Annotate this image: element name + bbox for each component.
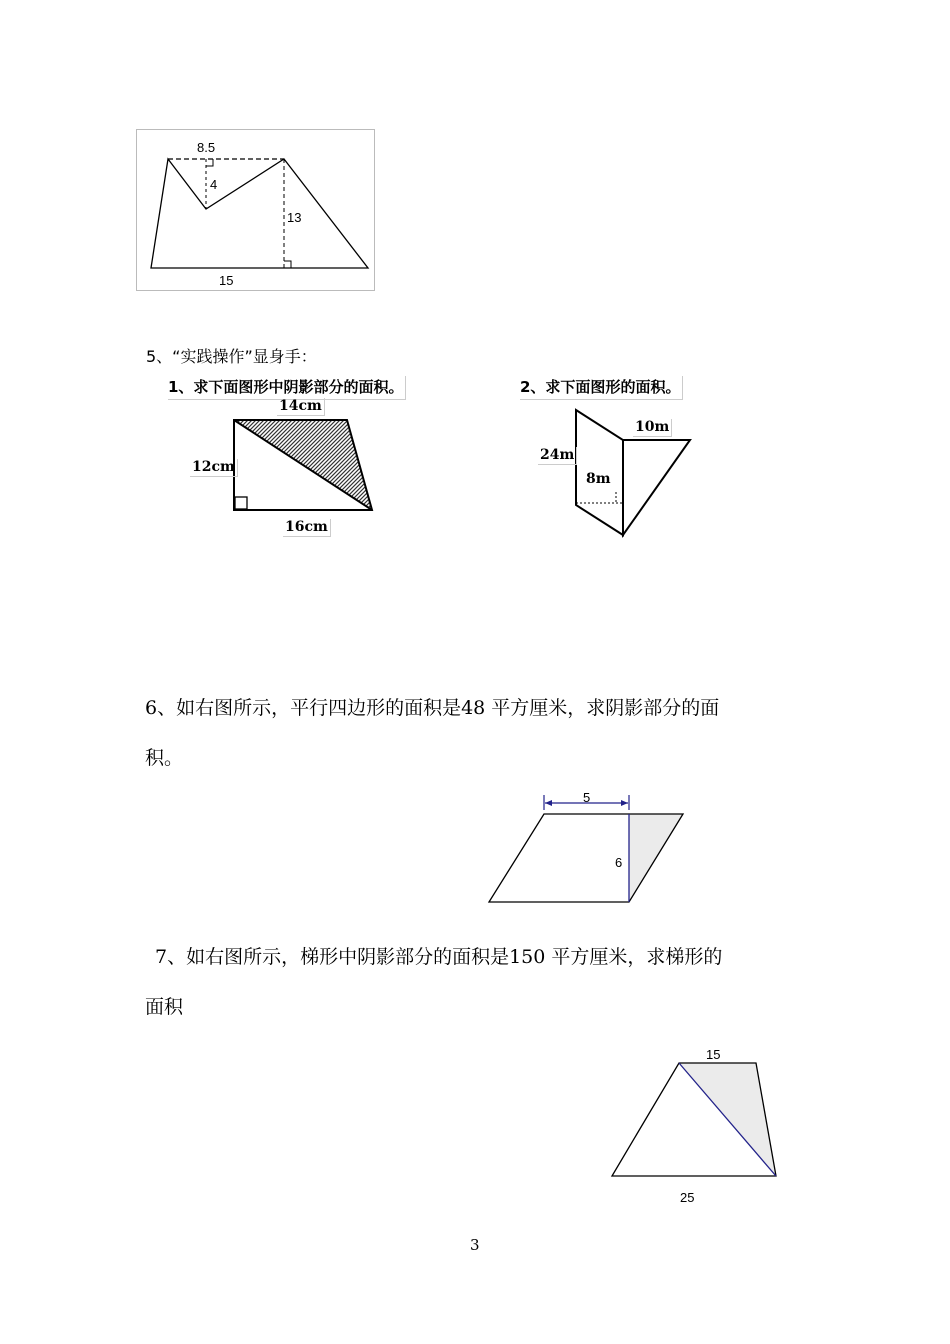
q5-title: 5、“实践操作”显身手： [146, 347, 317, 366]
label-side-12cm: 12cm [190, 459, 238, 477]
label-base: 15 [219, 273, 234, 288]
label-height: 13 [287, 210, 302, 225]
label-top-14cm: 14cm [277, 398, 325, 416]
label-10m: 10m [633, 419, 672, 437]
label-dim-5: 5 [583, 790, 591, 805]
q5-sub2-text: 2、求下面图形的面积。 [520, 378, 681, 396]
q6-line2: 积。 [145, 747, 184, 769]
label-top-15: 15 [706, 1047, 721, 1062]
label-inner-height: 4 [210, 177, 218, 192]
label-top-length: 8.5 [197, 140, 216, 155]
q7-line2: 面积 [145, 996, 184, 1018]
q5-sub1-text: 1、求下面图形中阴影部分的面积。 [168, 378, 404, 396]
q6-line1: 6、如右图所示，平行四边形的面积是48 平方厘米，求阴影部分的面 [145, 697, 720, 719]
q7-line1: 7、如右图所示，梯形中阴影部分的面积是150 平方厘米，求梯形的 [155, 946, 723, 968]
label-24m: 24m [538, 447, 577, 465]
label-8m: 8m [586, 471, 611, 487]
label-bottom-25: 25 [680, 1190, 695, 1205]
label-dim-6: 6 [615, 855, 623, 870]
label-bottom-16cm: 16cm [283, 519, 331, 537]
page-number: 3 [470, 1236, 480, 1254]
